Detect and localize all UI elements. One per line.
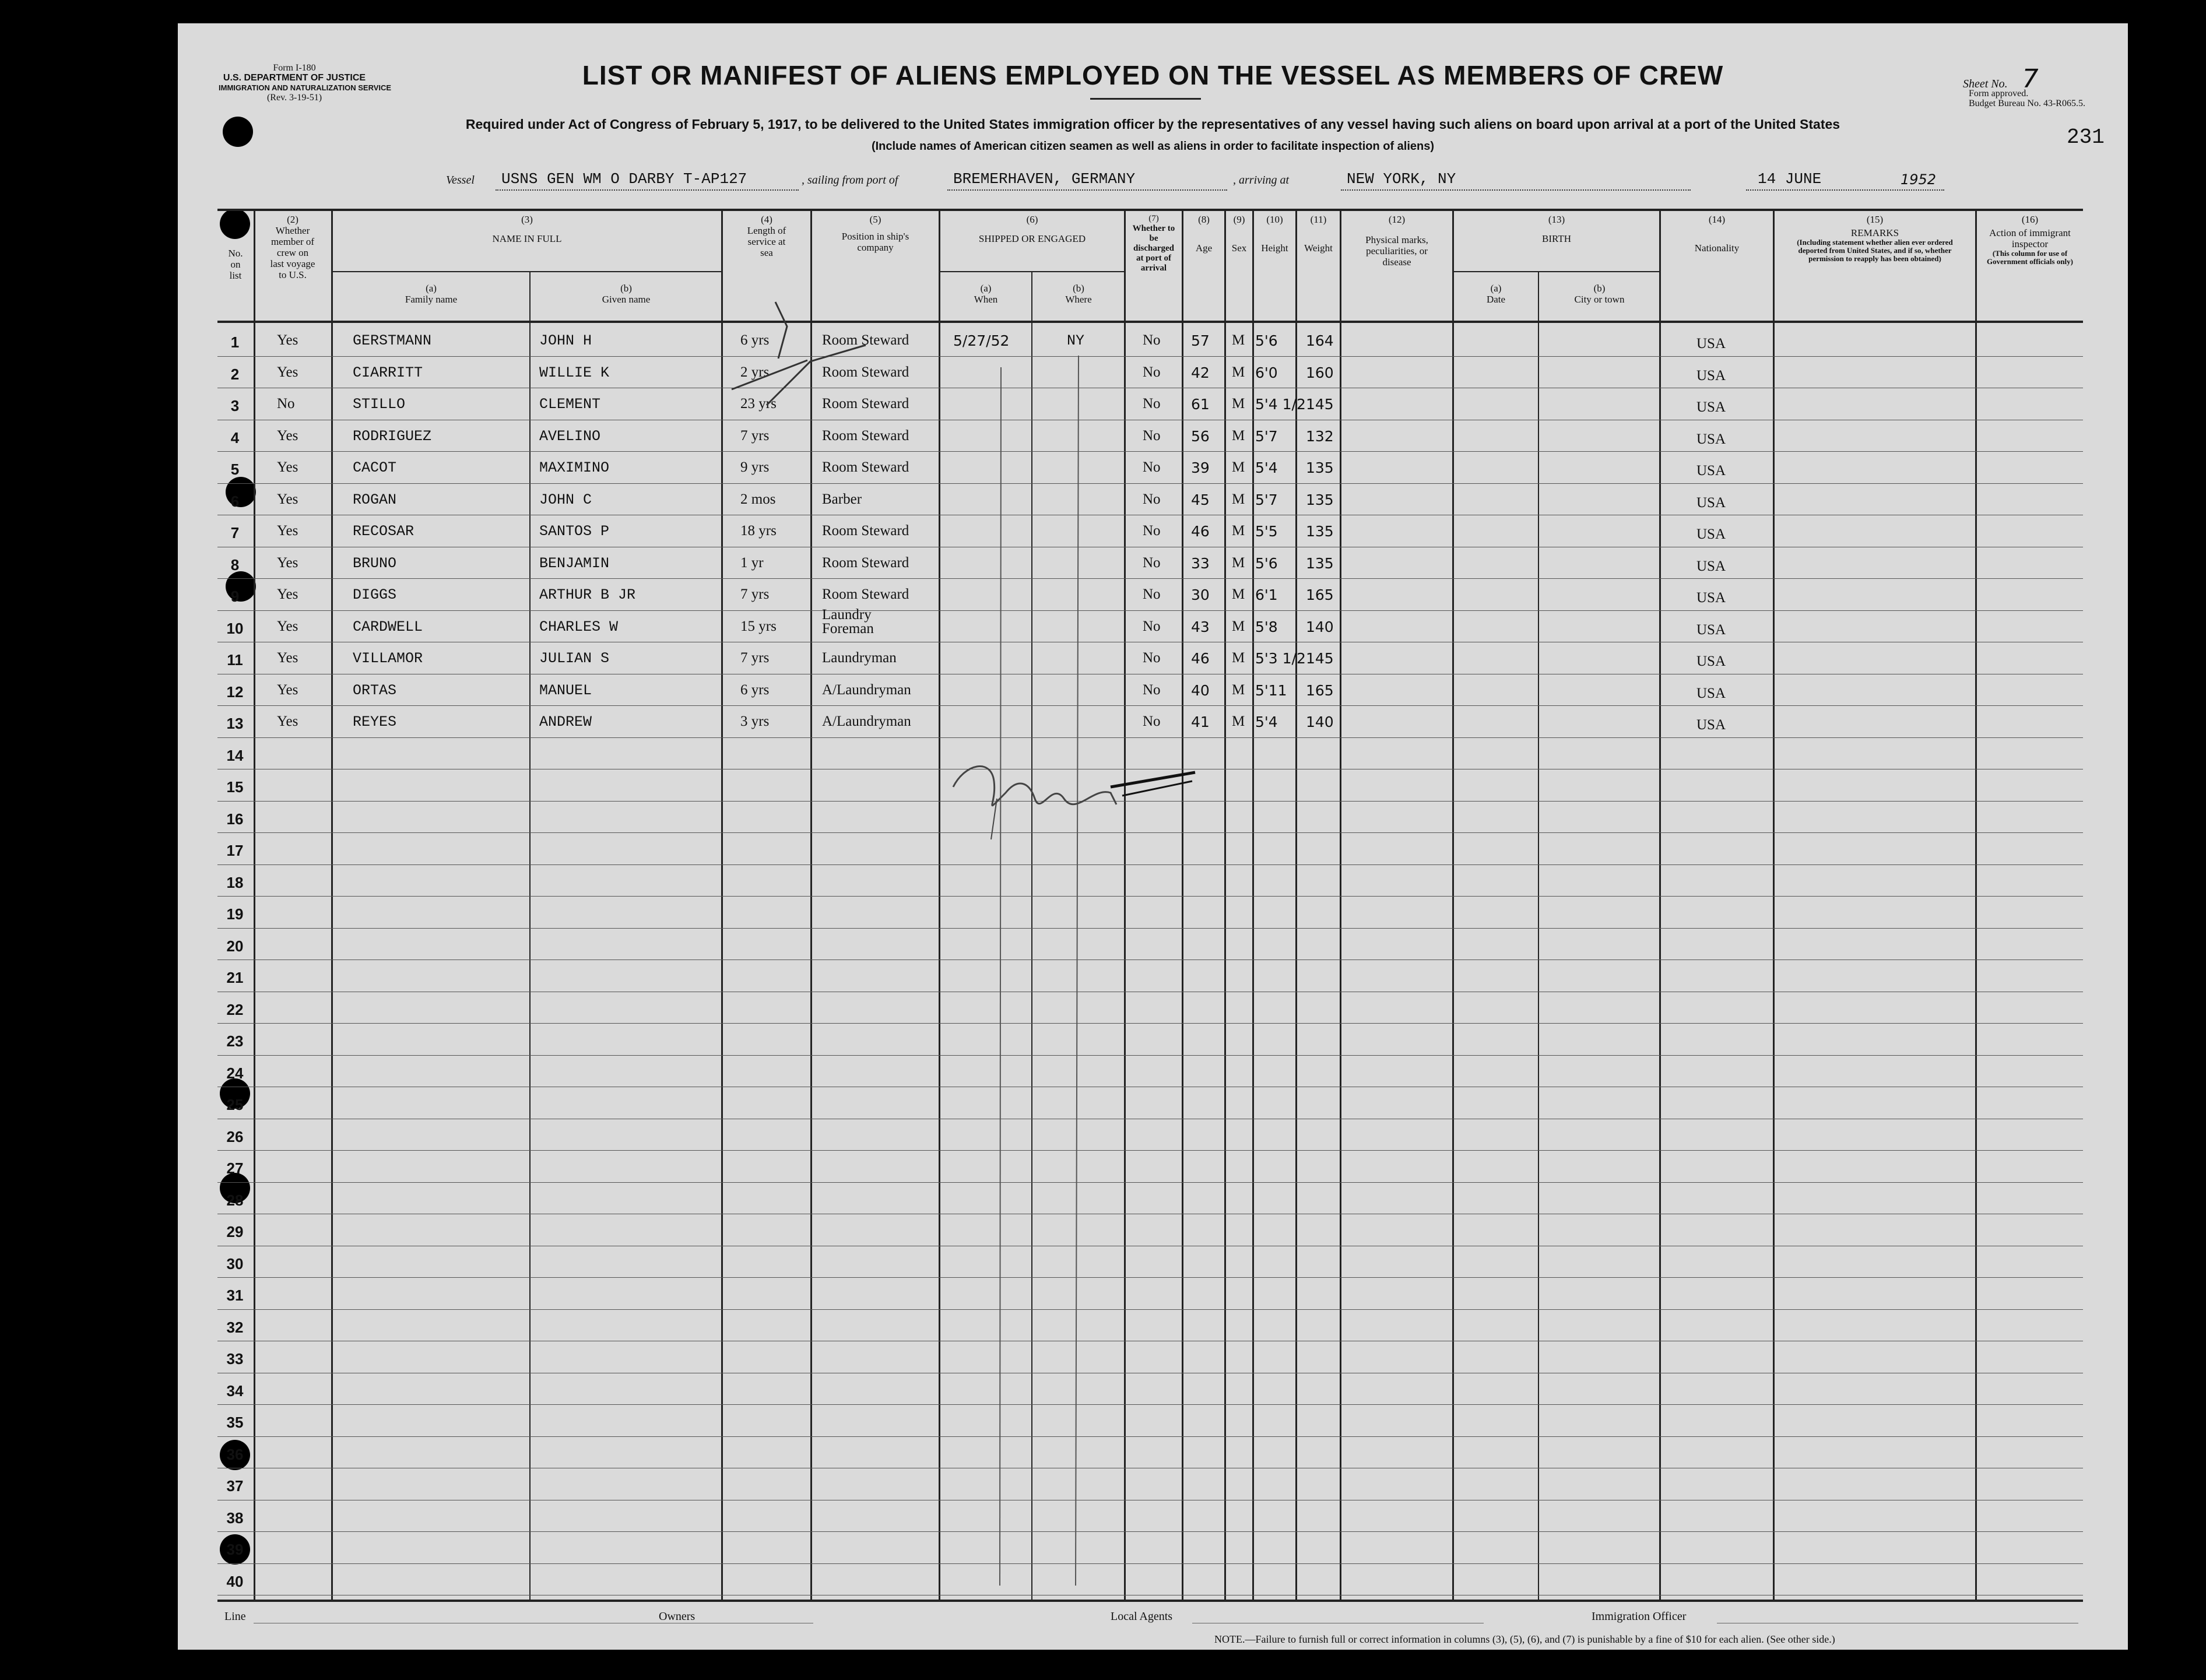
sex-cell: M [1232, 714, 1245, 729]
weight-cell: 145 [1306, 396, 1334, 413]
vessel-name: USNS GEN WM O DARBY T-AP127 [501, 170, 747, 188]
service-length-cell: 2 yrs [740, 364, 770, 380]
header-family-name: (a) Family name [405, 283, 458, 305]
height-cell: 5'4 [1255, 459, 1278, 476]
nationality-cell: USA [1696, 621, 1726, 638]
header-previous-voyage: (2) Whether member of crew on last voyage to U.S. [270, 214, 315, 280]
header-birth: (13) BIRTH [1542, 214, 1571, 244]
header-name-in-full: (3) NAME IN FULL [492, 214, 562, 244]
discharged-cell: No [1143, 586, 1161, 602]
prev-voyage-cell: No [277, 396, 295, 412]
footer-owners-label: Owners [659, 1610, 695, 1623]
header-no-on-list: No. on list [228, 248, 243, 281]
family-name-cell: RECOSAR [353, 523, 414, 540]
row-number: 4 [230, 428, 240, 447]
sex-cell: M [1232, 332, 1245, 348]
given-name-cell: ARTHUR B JR [539, 586, 636, 603]
prev-voyage-cell: Yes [277, 491, 298, 507]
nationality-cell: USA [1696, 399, 1726, 415]
weight-cell: 160 [1306, 364, 1334, 381]
sex-cell: M [1232, 364, 1245, 380]
service-length-cell: 18 yrs [740, 523, 777, 539]
nationality-cell: USA [1696, 717, 1726, 733]
position-cell: Room Steward [822, 554, 909, 571]
row-number: 5 [230, 461, 240, 478]
sex-cell: M [1232, 396, 1245, 412]
header-inspector-action: (16) Action of immigrant inspector (This column for use of Government officials only) [1986, 214, 2074, 266]
weight-cell: 140 [1306, 714, 1334, 730]
discharged-cell: No [1143, 618, 1161, 634]
prev-voyage-cell: Yes [277, 332, 298, 348]
row-number: 26 [226, 1127, 244, 1145]
from-port: BREMERHAVEN, GERMANY [953, 170, 1136, 188]
service-strike-mark [767, 345, 866, 405]
given-name-cell: WILLIE K [539, 364, 610, 381]
weight-cell: 145 [1306, 650, 1334, 667]
position-cell: A/Laundryman [822, 714, 911, 729]
header-where: (b) Where [1065, 283, 1092, 305]
family-name-cell: REYES [353, 714, 397, 730]
service-length-cell: 6 yrs [740, 332, 770, 348]
row-number: 16 [226, 810, 244, 828]
header-sex: (9) Sex [1231, 214, 1247, 254]
given-name-cell: CHARLES W [539, 618, 619, 635]
footer-officer-label: Immigration Officer [1592, 1610, 1687, 1623]
row-number: 22 [226, 1000, 244, 1018]
footer-note: NOTE.—Failure to furnish full or correct information in columns (3), (5), (6), and (7) is punishable by a fine of $10 for each alien. (See other side.) [1214, 1633, 1835, 1645]
position-cell: Laundryman [822, 650, 897, 666]
service-length-cell: 1 yr [740, 554, 764, 571]
given-name-cell: JOHN C [539, 491, 592, 508]
discharged-cell: No [1143, 681, 1161, 698]
height-cell: 6'1 [1255, 586, 1278, 603]
row-number: 3 [230, 397, 240, 414]
given-name-cell: JOHN H [539, 332, 592, 349]
header-given-name: (b) Given name [602, 283, 651, 305]
nationality-cell: USA [1696, 526, 1726, 542]
row-number: 35 [226, 1414, 244, 1431]
row-number: 33 [226, 1350, 244, 1368]
sheet-number: 7 [2022, 64, 2039, 94]
sex-cell: M [1232, 618, 1245, 634]
prev-voyage-cell: Yes [277, 523, 298, 539]
row-number: 38 [226, 1509, 244, 1527]
nationality-cell: USA [1696, 494, 1726, 511]
weight-cell: 135 [1306, 523, 1334, 540]
row-number: 10 [226, 619, 244, 637]
height-cell: 5'4 1/2 [1255, 396, 1306, 413]
height-cell: 5'6 [1255, 332, 1278, 349]
discharged-cell: No [1143, 396, 1161, 412]
row-number: 24 [226, 1064, 244, 1082]
discharged-cell: No [1143, 427, 1161, 444]
approval-note: Form approved. Budget Bureau No. 43-R065.5. [1969, 89, 2085, 108]
family-name-cell: VILLAMOR [353, 650, 423, 667]
discharged-cell: No [1143, 364, 1161, 380]
legal-requirement: Required under Act of Congress of February 5, 1917, to be delivered to the United States immigration officer by the representatives of any vessel having such aliens on board upon arrival at a port of the United States [465, 117, 1840, 132]
row-number: 39 [226, 1541, 244, 1558]
position-cell: Room Steward [822, 523, 909, 539]
row-number: 27 [226, 1159, 244, 1177]
age-cell: 45 [1191, 491, 1210, 508]
age-cell: 46 [1191, 650, 1210, 667]
service-length-cell: 2 mos [740, 491, 776, 507]
discharged-cell: No [1143, 554, 1161, 571]
prev-voyage-cell: Yes [277, 554, 298, 571]
header-length-of-service: (4) Length of service at sea [747, 214, 786, 258]
sex-cell: M [1232, 459, 1245, 475]
height-cell: 5'11 [1255, 681, 1287, 699]
handwritten-marks [178, 23, 2128, 1650]
weight-cell: 135 [1306, 491, 1334, 508]
header-height: (10) Height [1261, 214, 1288, 254]
header-when: (a) When [974, 283, 998, 305]
department-name: U.S. DEPARTMENT OF JUSTICE [223, 73, 366, 83]
shipped-when-cell: 5/27/52 [953, 332, 1010, 349]
service-length-cell: 7 yrs [740, 586, 770, 602]
closing-stroke [1111, 772, 1195, 787]
age-cell: 46 [1191, 523, 1210, 540]
weight-cell: 164 [1306, 332, 1334, 349]
height-cell: 6'0 [1255, 364, 1278, 381]
given-name-cell: AVELINO [539, 427, 601, 445]
nationality-cell: USA [1696, 367, 1726, 384]
manifest-page [178, 23, 2128, 1650]
weight-cell: 165 [1306, 586, 1334, 603]
sex-cell: M [1232, 491, 1245, 507]
height-cell: 5'8 [1255, 618, 1278, 635]
row-number: 29 [226, 1223, 244, 1240]
row-number: 19 [226, 905, 244, 923]
header-weight: (11) Weight [1304, 214, 1333, 254]
position-cell: Room Steward [822, 586, 909, 602]
weight-cell: 165 [1306, 681, 1334, 699]
row-number: 9 [230, 588, 240, 605]
sex-cell: M [1232, 681, 1245, 698]
discharged-cell: No [1143, 714, 1161, 729]
row-number: 6 [230, 492, 240, 510]
age-cell: 39 [1191, 459, 1210, 476]
position-cell: Room Steward [822, 332, 909, 348]
service-length-cell: 9 yrs [740, 459, 770, 475]
given-name-cell: MANUEL [539, 681, 592, 699]
row-number: 32 [226, 1318, 244, 1336]
nationality-cell: USA [1696, 685, 1726, 701]
age-cell: 57 [1191, 332, 1210, 349]
header-birth-date: (a) Date [1486, 283, 1506, 305]
family-name-cell: CARDWELL [353, 618, 423, 635]
row-number: 13 [226, 715, 244, 732]
position-cell: Room Steward [822, 396, 909, 412]
service-strike-mark [775, 302, 787, 359]
discharged-cell: No [1143, 650, 1161, 666]
row-number: 1 [230, 333, 240, 351]
sheet-label: Sheet No. 7 [1963, 64, 2039, 94]
given-name-cell: BENJAMIN [539, 554, 610, 572]
header-physical-marks: (12) Physical marks, peculiarities, or disease [1365, 214, 1428, 268]
weight-cell: 140 [1306, 618, 1334, 635]
row-number: 11 [227, 651, 243, 669]
row-number: 25 [226, 1096, 244, 1113]
row-number: 17 [226, 842, 244, 859]
row-number: 31 [226, 1287, 244, 1304]
position-cell: Room Steward [822, 459, 909, 475]
age-cell: 40 [1191, 681, 1210, 699]
discharged-cell: No [1143, 332, 1161, 348]
age-cell: 61 [1191, 396, 1210, 413]
row-number: 21 [226, 969, 244, 986]
given-name-cell: ANDREW [539, 714, 592, 730]
header-birth-city: (b) City or town [1574, 283, 1625, 305]
family-name-cell: DIGGS [353, 586, 397, 603]
header-position: (5) Position in ship's company [841, 214, 909, 253]
nationality-cell: USA [1696, 431, 1726, 447]
height-cell: 5'4 [1255, 714, 1278, 730]
header-age: (8) Age [1195, 214, 1213, 254]
row-number: 30 [226, 1254, 244, 1273]
prev-voyage-cell: Yes [277, 586, 298, 602]
header-nationality: (14) Nationality [1694, 214, 1740, 254]
family-name-cell: ORTAS [353, 681, 397, 699]
prev-voyage-cell: Yes [277, 364, 298, 380]
header-discharged: (7) Whether to be discharged at port of arrival [1132, 214, 1175, 273]
arriving-label: , arriving at [1233, 174, 1290, 187]
page-stamp: 231 [2067, 125, 2105, 149]
nationality-cell: USA [1696, 590, 1726, 606]
service-length-cell: 7 yrs [740, 650, 770, 666]
revision-date: (Rev. 3-19-51) [266, 93, 322, 103]
service-length-cell: 6 yrs [740, 681, 770, 698]
height-cell: 5'7 [1255, 427, 1278, 445]
shipped-where-cell: NY [1067, 332, 1085, 349]
page-title: LIST OR MANIFEST OF ALIENS EMPLOYED ON THE VESSEL AS MEMBERS OF CREW [582, 60, 1724, 90]
row-number: 15 [226, 778, 244, 796]
height-cell: 5'5 [1255, 523, 1278, 540]
service-length-cell: 7 yrs [740, 427, 770, 444]
age-cell: 41 [1191, 714, 1210, 730]
age-cell: 33 [1191, 554, 1210, 572]
sex-cell: M [1232, 427, 1245, 444]
discharged-cell: No [1143, 459, 1161, 475]
family-name-cell: GERSTMANN [353, 332, 432, 349]
age-cell: 42 [1191, 364, 1210, 381]
weight-cell: 135 [1306, 459, 1334, 476]
height-cell: 5'6 [1255, 554, 1278, 572]
given-name-cell: JULIAN S [539, 650, 610, 667]
ditto-line-where [1076, 356, 1079, 1586]
signature-scrawl [953, 767, 1116, 806]
prev-voyage-cell: Yes [277, 681, 298, 698]
prev-voyage-cell: Yes [277, 459, 298, 475]
age-cell: 43 [1191, 618, 1210, 635]
service-length-cell: 23 yrs [740, 396, 777, 412]
weight-cell: 132 [1306, 427, 1334, 445]
position-cell: Room Steward [822, 427, 909, 444]
row-number: 37 [226, 1477, 244, 1495]
position-cell: A/Laundryman [822, 681, 911, 698]
prev-voyage-cell: Yes [277, 650, 298, 666]
service-length-cell: 15 yrs [740, 618, 777, 634]
height-cell: 5'7 [1255, 491, 1278, 508]
nationality-cell: USA [1696, 558, 1726, 574]
discharged-cell: No [1143, 491, 1161, 507]
prev-voyage-cell: Yes [277, 618, 298, 634]
row-number: 36 [226, 1445, 244, 1463]
given-name-cell: CLEMENT [539, 396, 601, 413]
row-number: 40 [226, 1572, 244, 1590]
row-number: 2 [230, 365, 240, 383]
row-number: 14 [226, 746, 244, 764]
position-cell: Barber [822, 491, 862, 507]
family-name-cell: STILLO [353, 396, 406, 413]
sex-cell: M [1232, 650, 1245, 666]
row-number: 12 [226, 683, 244, 701]
weight-cell: 135 [1306, 554, 1334, 572]
arrival-year: 1952 [1901, 171, 1937, 188]
age-cell: 56 [1191, 427, 1210, 445]
family-name-cell: CACOT [353, 459, 397, 476]
position-cell: Laundry Foreman [822, 606, 874, 637]
footer-agents-label: Local Agents [1111, 1610, 1173, 1623]
service-name: IMMIGRATION AND NATURALIZATION SERVICE [219, 83, 392, 92]
header-shipped-or-engaged: (6) SHIPPED OR ENGAGED [978, 214, 1086, 244]
service-length-cell: 3 yrs [740, 714, 770, 729]
sex-cell: M [1232, 523, 1245, 539]
row-number: 23 [226, 1032, 244, 1050]
row-number: 34 [226, 1382, 244, 1400]
nationality-cell: USA [1696, 463, 1726, 479]
given-name-cell: SANTOS P [539, 523, 610, 540]
discharged-cell: No [1143, 523, 1161, 539]
header-remarks: (15) REMARKS (Including statement whether alien ever ordered deported from United States, and if so, whether permission to reapply has been obtained) [1797, 214, 1953, 263]
prev-voyage-cell: Yes [277, 714, 298, 729]
sex-cell: M [1232, 554, 1245, 571]
footer-line-label: Line [224, 1610, 246, 1623]
form-number: Form I-180 [273, 63, 316, 73]
nationality-cell: USA [1696, 336, 1726, 352]
given-name-cell: MAXIMINO [539, 459, 610, 476]
include-note: (Include names of American citizen seamen as well as aliens in order to facilitate inspection of aliens) [871, 140, 1435, 153]
age-cell: 30 [1191, 586, 1210, 603]
height-cell: 5'3 1/2 [1255, 650, 1306, 667]
family-name-cell: ROGAN [353, 491, 397, 508]
family-name-cell: RODRIGUEZ [353, 427, 432, 445]
row-number: 28 [226, 1191, 244, 1209]
row-number: 8 [230, 556, 240, 574]
arrival-port: NEW YORK, NY [1347, 170, 1456, 188]
arrival-date: 14 JUNE [1758, 170, 1822, 188]
family-name-cell: BRUNO [353, 554, 397, 572]
family-name-cell: CIARRITT [353, 364, 423, 381]
ditto-line-when [1000, 367, 1001, 1586]
position-cell: Room Steward [822, 364, 909, 380]
row-number: 18 [226, 873, 244, 891]
prev-voyage-cell: Yes [277, 427, 298, 444]
sailing-label: , sailing from port of [802, 174, 898, 187]
row-number: 7 [230, 524, 240, 542]
vessel-line: Vessel [446, 174, 475, 187]
row-number: 20 [226, 937, 244, 955]
nationality-cell: USA [1696, 653, 1726, 669]
sex-cell: M [1232, 586, 1245, 602]
